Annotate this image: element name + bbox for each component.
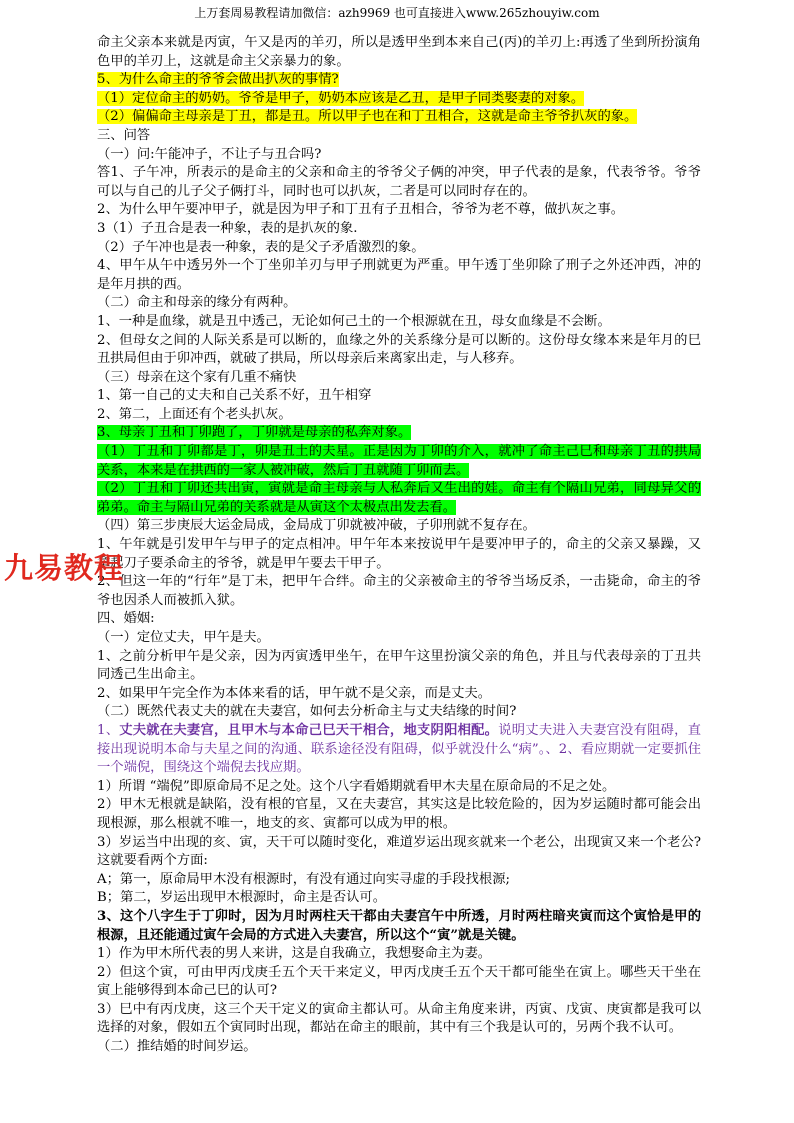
paragraph-text: 2）甲木无根就是缺陷，没有根的官星，又在夫妻宫，其实这是比较危险的，因为岁运随时都可能会出现根源，那么根就不唯一，地支的亥、寅都可以成为甲的根。 [97, 797, 701, 831]
paragraph-text: 2、但母女之间的人际关系是可以断的，血缘之外的关系缘分是可以断的。这份母女缘本来是年月的巳丑拱局但由于卯冲西，就破了拱局，所以母亲后来离家出走，与人移弃。 [97, 332, 701, 367]
paragraph-text: （二）既然代表丈夫的就在夫妻宫，如何去分析命主与丈夫结缘的时间? [97, 704, 517, 720]
paragraph [97, 648, 701, 685]
watermark-logo: 九易教程 [4, 551, 125, 585]
paragraph-text: 三、问答 [97, 127, 151, 143]
paragraph [97, 127, 701, 146]
paragraph [97, 722, 701, 778]
paragraph-text: （1）定位命主的奶奶。爷爷是甲子，奶奶本应该是乙丑，是甲子同类娶妻的对象。 [97, 90, 585, 106]
paragraph-text: 3（1）子丑合是表一种象，表的是扒灰的象. [97, 220, 358, 236]
paragraph-text: （一）定位丈夫，甲午是夫。 [97, 630, 270, 645]
paragraph [97, 34, 701, 71]
paragraph-text: 四、婚姻: [97, 611, 155, 627]
paragraph [97, 332, 701, 369]
paragraph-text: 1、一种是血缘，就是丑中透己，无论如何己土的一个根源就在丑，母女血缘是不会断。 [97, 313, 611, 329]
paragraph [97, 90, 701, 109]
paragraph-text: 2）但这个寅，可由甲丙戊庚壬五个天干来定义，甲丙戊庚壬五个天干都可能坐在寅上。哪些天干坐在寅上能够得到本命己巳的认可? [97, 964, 701, 999]
paragraph [97, 964, 701, 1001]
paragraph [97, 871, 701, 890]
paragraph-text: （二）推结婚的时间岁运。 [97, 1039, 257, 1055]
paragraph-text: （2）偏偏命主母亲是丁丑，都是丑。所以甲子也在和丁丑相合，这就是命主爷爷扒灰的象。 [97, 109, 638, 125]
paragraph-text: 2、第二，上面还有个老头扒灰。 [97, 406, 292, 422]
paragraph-text: 4、甲午从午中透另外一个丁坐卯羊刃与甲子刑就更为严重。甲午透丁坐卯除了刑子之外还冲西，冲的是年月拱的西。 [97, 258, 701, 292]
paragraph [97, 629, 701, 648]
paragraph [97, 610, 701, 629]
paragraph-text: 2、为什么甲午要冲甲子，就是因为甲子和丁丑有子丑相合，爷爷为老不尊，做扒灰之事。 [97, 202, 625, 218]
paragraph-text: （二）命主和母亲的缘分有两种。 [97, 295, 297, 311]
paragraph-text: 1、第一自己的丈夫和自己关系不好，丑午相穿 [97, 388, 372, 404]
paragraph [97, 1038, 701, 1057]
paragraph [97, 778, 701, 797]
page-header: 上万套周易教程请加微信：azh9969 也可直接进入www.265zhouyiw.com [194, 6, 600, 20]
paragraph-text: 命主父亲本来就是丙寅，午又是丙的羊刃，所以是透甲坐到本来自己(丙)的羊刃上:再透了坐到所扮演角色甲的羊刃上，这就是命主父亲暴力的象。 [97, 35, 701, 69]
paragraph-text: 1）作为甲木所代表的男人来讲，这是自我确立，我想娶命主为妻。 [97, 946, 492, 962]
paragraph [97, 573, 701, 610]
paragraph-text: 2、但这一年的“行年”是丁未，把甲午合绊。命主的父亲被命主的爷爷当场反杀，一击毙命，命主的爷爷也因杀人而被抓入狱。 [97, 574, 701, 608]
paragraph [97, 480, 701, 517]
paragraph [97, 294, 701, 313]
paragraph [97, 685, 701, 704]
paragraph-text: 1、午年就是引发甲午与甲子的定点相冲。甲午年本来按说甲午是要冲甲子的，命主的父亲又暴躁，又拿起刀子要杀命主的爷爷，就是甲午要去干甲子。 [97, 537, 701, 571]
paragraph [97, 257, 701, 294]
paragraph [97, 220, 701, 239]
paragraph [97, 71, 701, 90]
paragraph-text: （2）子午冲也是表一种象，表的是父子矛盾激烈的象。 [97, 239, 425, 255]
paragraph-text: 3）岁运当中出现的亥、寅，天干可以随时变化，难道岁运出现亥就来一个老公，出现寅又来一个老公?这就要看两个方面: [97, 834, 701, 869]
paragraph-text: 3、这个八字生于丁卯时，因为月时两柱天干都由夫妻宫午中所透，月时两柱暗夹寅而这个寅恰是甲的根源，且还能通过寅午会局的方式进入夫妻宫，所以这个“寅”就是关键。 [97, 908, 701, 943]
paragraph [97, 889, 701, 908]
paragraph-text: 5、为什么命主的爷爷会做出扒灰的事情? [97, 72, 339, 88]
paragraph [97, 1001, 701, 1038]
paragraph [97, 536, 701, 573]
paragraph-text: （四）第三步庚辰大运金局成，金局成丁卯就被冲破，子卯刑就不复存在。 [97, 518, 536, 534]
paragraph [97, 424, 701, 443]
paragraph [97, 443, 701, 480]
paragraph [97, 164, 701, 201]
paragraph-text: 3、母亲丁丑和丁卯跑了，丁卯就是母亲的私奔对象。 [97, 425, 412, 441]
paragraph-text: （一）问:午能冲子，不让子与丑合吗? [97, 146, 322, 162]
paragraph [97, 369, 701, 388]
paragraph-run: 1、 [97, 722, 120, 738]
paragraph-text: 3）巳中有丙戊庚，这三个天干定义的寅命主都认可。从命主角度来讲，丙寅、戊寅、庚寅都是我可以选择的对象，假如五个寅同时出现，都站在命主的眼前，其中有三个我是认可的，另两个我不认可。 [97, 1001, 701, 1036]
paragraph [97, 146, 701, 165]
paragraph [97, 313, 701, 332]
paragraph [97, 796, 701, 833]
paragraph-run: 说明丈夫进入夫妻宫没有阻碍，直接出现说明本命与夫星之间的沟通、联系途径没有阻碍，似乎就没什么“病”。、2、看应期就一定要抓住一个端倪，围绕这个端倪去找应期。 [97, 722, 702, 776]
document-body [97, 34, 701, 1057]
paragraph-text: （三）母亲在这个家有几重不痛快 [97, 369, 297, 385]
paragraph [97, 201, 701, 220]
paragraph-text: 2、如果甲午完全作为本体来看的话，甲午就不是父亲，而是丈夫。 [97, 685, 492, 701]
paragraph [97, 517, 701, 536]
paragraph-text: A；第一，原命局甲木没有根源时，有没有通过向实寻虚的手段找根源; [97, 871, 510, 887]
paragraph [97, 108, 701, 127]
paragraph-text: 1、之前分析甲午是父亲，因为丙寅透甲坐午，在甲午这里扮演父亲的角色，并且与代表母亲的丁丑共同透己生出命主。 [97, 648, 701, 683]
paragraph [97, 406, 701, 425]
paragraph [97, 908, 701, 945]
paragraph-text: 1）所谓 “端倪”即原命局不足之处。这个八字看婚期就看甲木夫星在原命局的不足之处。 [97, 778, 616, 794]
paragraph [97, 703, 701, 722]
paragraph-text: B；第二，岁运出现甲木根源时，命主是否认可。 [97, 890, 387, 906]
paragraph [97, 387, 701, 406]
paragraph [97, 834, 701, 871]
paragraph [97, 239, 701, 258]
paragraph-text: （2）丁丑和丁卯还共出寅，寅就是命主母亲与人私奔后又生出的娃。命主有个隔山兄弟，同母异父的弟弟。命主与隔山兄弟的关系就是从寅这个太极点出发去看。 [97, 481, 701, 515]
paragraph-text: （1）丁丑和丁卯都是丁，卯是丑土的夫星。正是因为丁卯的介入，就冲了命主己巳和母亲丁丑的拱局关系，本来是在拱西的一家人被冲破，然后丁丑就随丁卯而去。 [97, 444, 701, 478]
paragraph-run: 丈夫就在夫妻宫，且甲木与本命己巳天干相合，地支阴阳相配。 [119, 722, 499, 738]
paragraph [97, 945, 701, 964]
paragraph-text: 答1、子午冲，所表示的是命主的父亲和命主的爷爷父子俩的冲突，甲子代表的是象，代表爷爷。爷爷可以与自己的儿子父子俩打斗，同时也可以扒灰，二者是可以同时存在的。 [97, 165, 701, 199]
